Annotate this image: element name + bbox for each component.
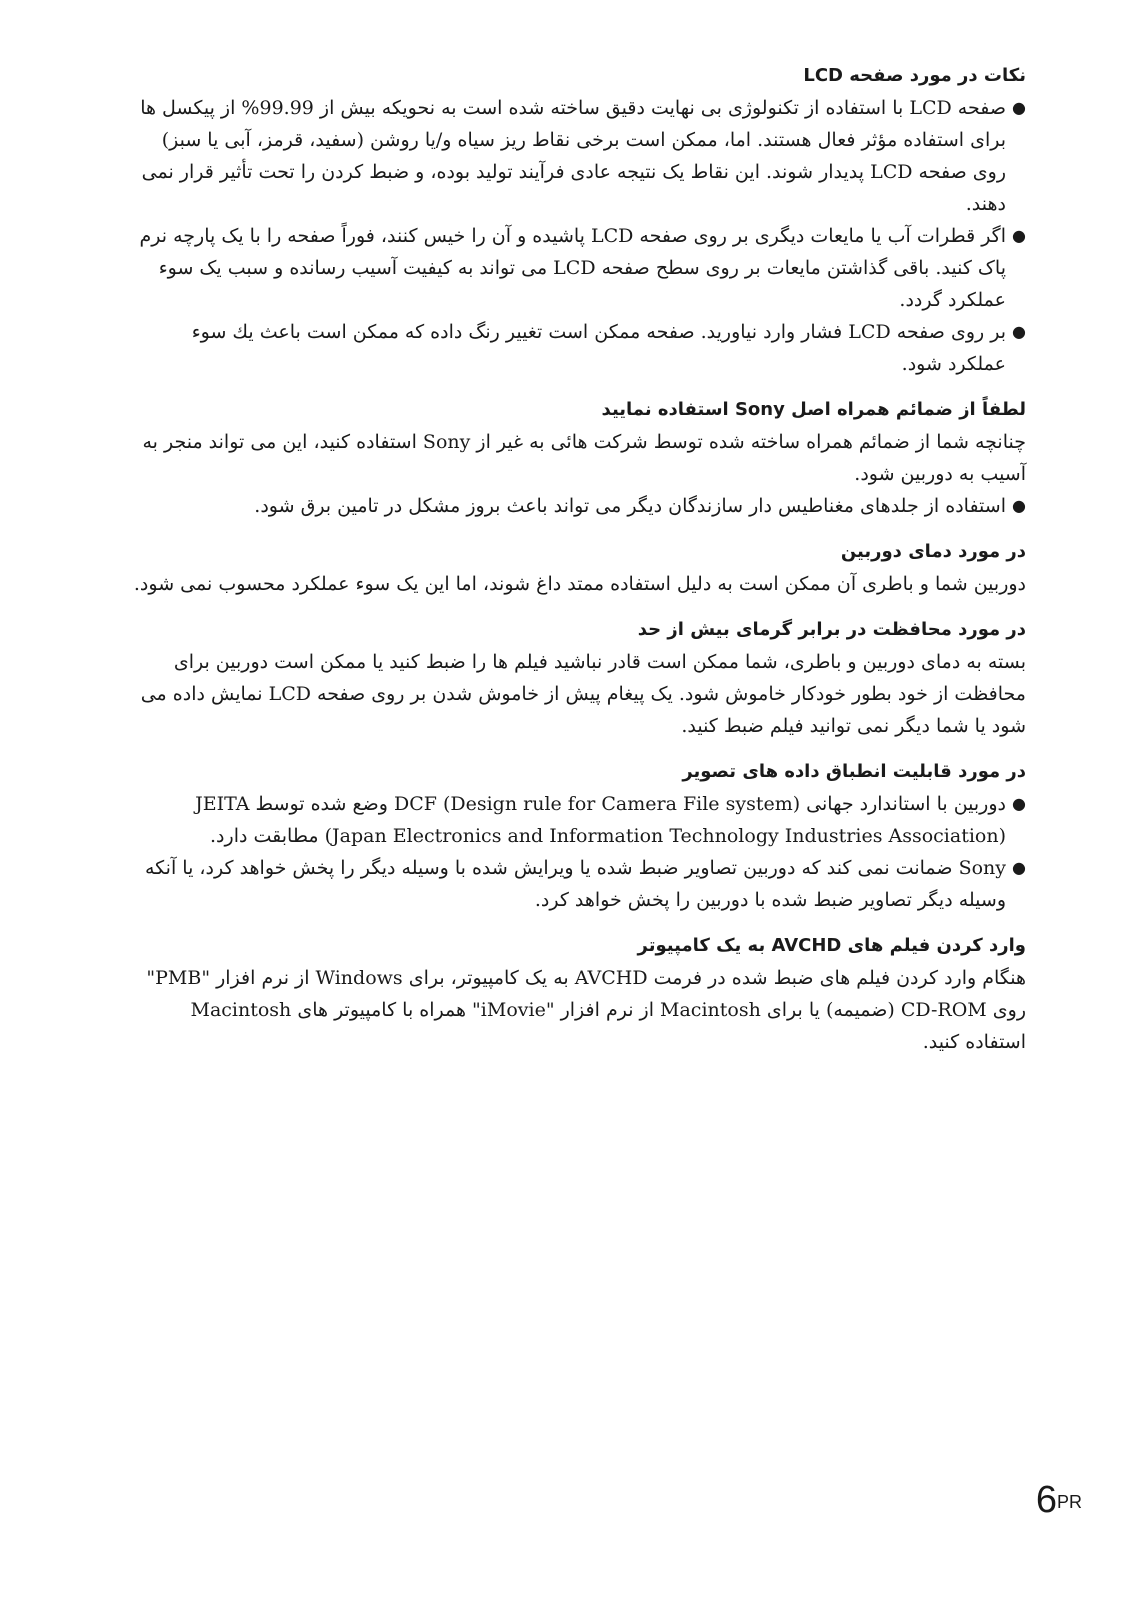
bullet-icon: ● [1012, 322, 1026, 341]
bullet-list [128, 788, 1026, 916]
bullet-list [128, 490, 1026, 522]
bullet-text: Sony ضمانت نمی کند که دوربین تصاویر ضبط شده یا ویرایش شده با وسیله دیگر را پخش خواهد کرد، یا آنکه وسیله دیگر تصاویر ضبط شده با دوربین را پخش خواهد کرد. [145, 857, 1006, 911]
bullet-text: دوربین با استاندارد جهانی DCF (Design rule for Camera File system) وضع شده توسط JEITA (Japan Electronics and Information Technology Industries Association) مطابقت دارد. [195, 793, 1006, 847]
section-heading: در مورد قابلیت انطباق داده های تصویر [682, 761, 1026, 782]
page-number [1036, 1480, 1082, 1520]
section-heading: لطفاً از ضمائم همراه اصل Sony استفاده نمایید [601, 399, 1026, 420]
bullet-item [128, 490, 1026, 522]
section-paragraph: چنانچه شما از ضمائم همراه ساخته شده توسط شرکت هائی به غیر از Sony استفاده کنید، این می تواند منجر به آسیب به دوربین شود. [142, 431, 1026, 485]
section-avchd-import [128, 930, 1026, 1058]
document-body [128, 60, 1026, 1072]
section-camera-temperature [128, 536, 1026, 600]
bullet-text: استفاده از جلدهای مغناطیس دار سازندگان دیگر می تواند باعث بروز مشکل در تامین برق شود. [254, 495, 1006, 517]
page-number-suffix: PR [1056, 1492, 1082, 1512]
section-paragraph: دوربین شما و باطری آن ممکن است به دلیل استفاده ممتد داغ شوند، اما این یک سوء عملکرد محسوب نمی شود. [133, 573, 1026, 595]
section-sony-accessories [128, 394, 1026, 522]
bullet-icon: ● [1012, 98, 1026, 117]
bullet-item [128, 316, 1026, 380]
section-heading: در مورد دمای دوربین [840, 541, 1026, 562]
bullet-text: صفحه LCD با استفاده از تکنولوژی بی نهایت دقیق ساخته شده است به نحویکه بیش از 99.99% از پیکسل ها برای استفاده مؤثر فعال هستند. اما، ممکن است برخی نقاط ریز سیاه و/یا روشن (سفید، قرمز، آبی یا سبز) روی صفحه LCD پدیدار شوند. این نقاط یک نتیجه عادی فرآیند تولید بوده، و ضبط کردن را تحت تأثیر قرار نمی دهند. [140, 97, 1006, 215]
section-lcd-notes [128, 60, 1026, 380]
bullet-icon: ● [1012, 794, 1026, 813]
bullet-item [128, 788, 1026, 852]
section-paragraph: هنگام وارد کردن فیلم های ضبط شده در فرمت AVCHD به یک کامپیوتر، برای Windows از نرم افزار "PMB" روی CD-ROM (ضمیمه) یا برای Macintosh از نرم افزار "iMovie" همراه با کامپیوتر های Macintosh استفاده کنید. [146, 967, 1026, 1053]
bullet-list [128, 92, 1026, 380]
bullet-item [128, 92, 1026, 220]
section-image-compatibility [128, 756, 1026, 916]
section-overheat-protection [128, 614, 1026, 742]
bullet-text: بر روی صفحه LCD فشار وارد نیاورید. صفحه ممکن است تغییر رنگ داده که ممکن است باعث يك سوء عملکرد شود. [191, 321, 1006, 375]
page-number-value: 6 [1035, 1479, 1057, 1521]
bullet-icon: ● [1012, 226, 1026, 245]
bullet-text: اگر قطرات آب یا مایعات دیگری بر روی صفحه LCD پاشیده و آن را خیس کنند، فوراً صفحه را با یک پارچه نرم پاک کنید. باقی گذاشتن مایعات بر روی سطح صفحه LCD می تواند به کیفیت آسیب رسانده و سبب یک سوء عملکرد گردد. [139, 225, 1006, 311]
bullet-item [128, 220, 1026, 316]
section-paragraph: بسته به دمای دوربین و باطری، شما ممکن است قادر نباشید فیلم ها را ضبط کنید یا ممکن است دوربین برای محافظت از خود بطور خودکار خاموش شود. یک پیغام پیش از خاموش شدن بر روی صفحه LCD نمایش داده می شود یا شما دیگر نمی توانید فیلم ضبط کنید. [140, 651, 1026, 737]
section-heading: نکات در مورد صفحه LCD [803, 65, 1026, 86]
bullet-item [128, 852, 1026, 916]
bullet-icon: ● [1012, 858, 1026, 877]
section-heading: وارد کردن فیلم های AVCHD به یک کامپیوتر [637, 935, 1026, 956]
bullet-icon: ● [1012, 496, 1026, 515]
section-heading: در مورد محافظت در برابر گرمای بیش از حد [637, 619, 1026, 640]
